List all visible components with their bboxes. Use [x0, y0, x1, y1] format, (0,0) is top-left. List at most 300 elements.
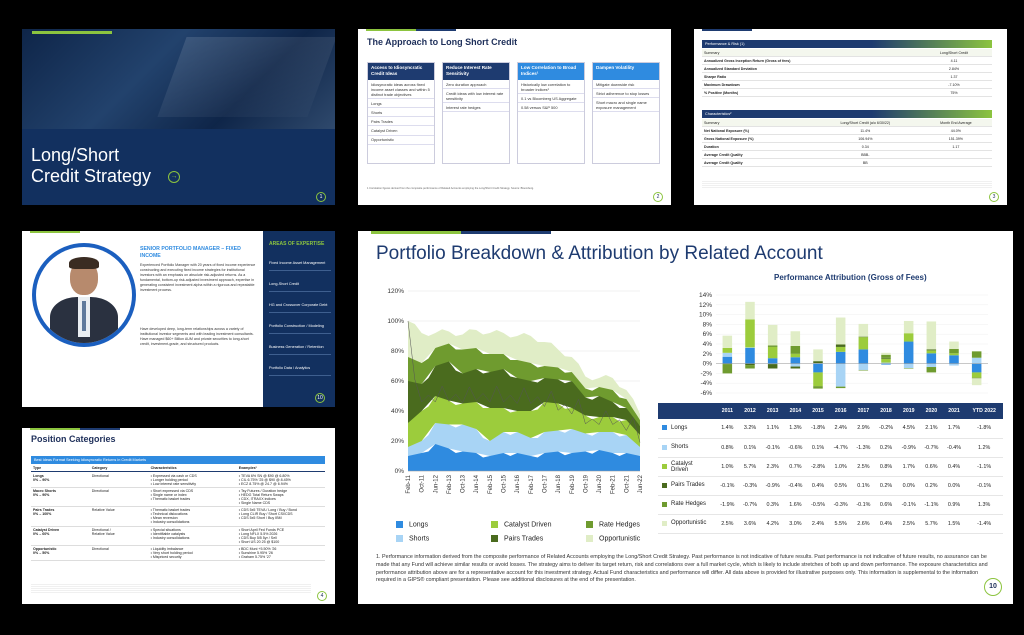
attr-cell: 1.3%	[784, 419, 807, 438]
bar-segment-opportunistic	[972, 378, 982, 385]
attr-cell: -2.8%	[807, 457, 830, 476]
attr-year-header: 2018	[875, 403, 898, 419]
y-tick-label: 12%	[698, 301, 712, 309]
bar-segment-pairs-trades	[791, 367, 801, 369]
attr-cell: -1.8%	[807, 419, 830, 438]
role-title: SENIOR PORTFOLIO MANAGER – FIXED INCOME	[140, 246, 241, 259]
attr-row	[658, 514, 1003, 533]
bar-segment-catalyst-driven	[836, 347, 846, 352]
slide6-title: Portfolio Breakdown & Attribution by Related Account	[376, 243, 823, 264]
attr-cell: 0.7%	[784, 457, 807, 476]
slide2-title: The Approach to Long Short Credit	[367, 37, 518, 47]
attr-cell: 2.5%	[852, 457, 875, 476]
attr-row-name: Longs	[671, 424, 688, 431]
attr-year-header: 2017	[852, 403, 875, 419]
approach-column	[592, 62, 660, 164]
bar-segment-opportunistic	[723, 336, 733, 348]
perf-header: Performance & Risk (1)	[705, 42, 745, 46]
perf-row	[702, 57, 992, 65]
bar-segment-opportunistic	[813, 349, 823, 361]
char-cell: 151.39%	[920, 135, 992, 143]
y-tick-label: 4%	[702, 341, 712, 348]
attr-cell: 2.5%	[897, 514, 920, 533]
bar-segment-catalyst-driven	[745, 320, 755, 348]
bar-segment-opportunistic	[745, 302, 755, 320]
hero-highlight	[157, 37, 335, 117]
attr-swatch	[662, 464, 667, 469]
expertise-item: Portfolio Data / Analytics	[269, 366, 331, 376]
char-header: Characteristics²	[705, 112, 732, 116]
bar-segment-longs	[768, 358, 778, 363]
char-header-bar	[702, 110, 992, 118]
x-tick-label: Oct-13	[460, 475, 467, 494]
attr-row	[658, 438, 1003, 457]
approach-item: Opportunistic	[368, 136, 434, 145]
attr-cell: 0.3%	[761, 495, 784, 514]
perf-metric: Annualized Gross Inception Return (Gross of fees)	[702, 57, 916, 65]
pc-cell: Pairs Trades 0% – 100%	[31, 507, 90, 526]
char-row	[702, 135, 992, 143]
page-number: 10	[984, 578, 1002, 596]
bar-segment-rate-hedges	[949, 349, 959, 353]
attr-cell: 2.4%	[807, 514, 830, 533]
attr-cell: 1.3%	[965, 495, 1003, 514]
perf-value: 1.37	[916, 73, 992, 81]
attr-row-label	[658, 514, 716, 533]
pc-col-header: Type	[31, 465, 90, 472]
pc-col-header: Characteristics	[149, 465, 237, 472]
attr-cell: 0.4%	[875, 514, 898, 533]
attr-row-label	[658, 476, 716, 495]
accent-line	[80, 428, 120, 430]
disclosure-text	[31, 584, 311, 593]
bar-segment-longs	[791, 357, 801, 363]
attr-cell: -0.4%	[784, 476, 807, 495]
bar-segment-rate-hedges	[745, 365, 755, 368]
accent-line	[416, 29, 456, 31]
bar-segment-pairs-trades	[881, 358, 891, 359]
bar-segment-shorts	[949, 364, 959, 366]
expertise-item: Portfolio Construction / Modeling	[269, 324, 331, 334]
attr-row-label	[658, 419, 716, 438]
pc-cell: • Expressed via cash or CDS • Longer holding period • Low interest rate sensitivity	[149, 472, 237, 487]
accent-line	[32, 31, 112, 34]
attr-cell: 0.9%	[943, 495, 966, 514]
attr-cell: 2.4%	[829, 419, 852, 438]
attr-cell: -0.6%	[784, 438, 807, 457]
slide1-title-line2: Credit Strategy	[31, 166, 152, 186]
attr-year-header: 2012	[739, 403, 762, 419]
attr-cell: 1.5%	[943, 514, 966, 533]
pc-cell: Directional	[90, 472, 149, 487]
bar-segment-catalyst-driven	[881, 359, 891, 363]
attr-cell: 0.1%	[739, 438, 762, 457]
y-tick-label: 10%	[698, 311, 712, 319]
page-number: 2	[653, 192, 663, 202]
y-tick-label: 120%	[387, 288, 404, 295]
bar-segment-pairs-trades	[859, 337, 869, 338]
attr-row	[658, 476, 1003, 495]
bio-paragraph-1: Experienced Portfolio Manager with 20 years of fixed income experience constructing and executing fixed income strategies for institutional investors with an emphasis on absolute risk-adjusted returns. As a fundamental, bottom-up risk-adjusted investment approach, expertise in generating consistent investment alpha within a rigorous and repeatable investment process.	[140, 263, 256, 293]
attr-swatch	[662, 521, 667, 526]
legend-item	[586, 535, 640, 542]
pc-col-header: Examples¹	[237, 465, 325, 472]
attr-cell: -0.3%	[739, 476, 762, 495]
approach-item: Mitigate downside risk	[593, 80, 659, 89]
x-tick-label: Jun-14	[474, 475, 481, 494]
attr-cell: 2.5%	[716, 514, 739, 533]
legend-swatch	[491, 521, 498, 528]
bar-segment-rate-hedges	[836, 387, 846, 388]
arrow-right-icon[interactable]: →	[168, 171, 180, 183]
approach-item: Interest rate hedges	[443, 103, 509, 112]
legend-item	[586, 521, 640, 528]
approach-item: Short macro and single name exposure management	[593, 98, 659, 112]
char-cell: BBB-	[811, 151, 920, 159]
bio-paragraph-2: Have developed deep, long-term relationships across a variety of institutional investor segments and with leading investment consultants. Have managed $60+ Billion AUM and private securities to long-short credit, investment-grade, and structured products.	[140, 327, 254, 347]
char-col-header: Summary	[702, 119, 811, 127]
slide6-footnote: 1. Performance information derived from the composite performance of Related Accounts employing the Long/Short Credit Strategy. Past performance is not indicative of future results. Past performance is not indicative of future results, no assurance can be made that any Fund will achieve similar results or avoid losses. The strategy aims to deliver its target return, risk and correlations over a full market cycle, which is likely to include stretches of both up and down performance. The exposure characteristics and performance attribution above are for a representative account for this investment strategy. Actual Fund characteristics and performance will differ. All data above is provided for illustrative purposes only. This information is supplemental to the information required in a GIPS® compliant presentation. Please see additional disclosures at the end of the presentation.	[376, 554, 988, 584]
x-tick-label: Oct-17	[542, 475, 549, 494]
attr-year-header: 2011	[716, 403, 739, 419]
attr-cell: -1.4%	[965, 514, 1003, 533]
attr-cell: 1.4%	[716, 419, 739, 438]
approach-item: Zero duration approach	[443, 80, 509, 89]
attr-cell: 1.1%	[761, 419, 784, 438]
attr-cell: 5.7%	[739, 457, 762, 476]
page-number: 1	[316, 192, 326, 202]
x-tick-label: Feb-19	[569, 475, 576, 495]
perf-value: 2.84%	[916, 65, 992, 73]
legend-item	[396, 521, 428, 528]
legend-swatch	[586, 535, 593, 542]
legend-label: Opportunistic	[599, 535, 641, 543]
attr-cell: 0.8%	[875, 457, 898, 476]
perf-value: 75%	[916, 89, 992, 97]
portfolio-area-chart	[378, 283, 648, 513]
approach-item: Credit ideas with low interest rate sensitivity	[443, 89, 509, 103]
char-col-header: Long/Short Credit (a/o 6/30/22)	[811, 119, 920, 127]
legend-item	[491, 535, 543, 542]
attr-cell: -0.1%	[897, 495, 920, 514]
attr-cell: 2.3%	[761, 457, 784, 476]
approach-item: Pairs Trades	[368, 117, 434, 126]
x-tick-label: Jun-18	[556, 475, 563, 494]
attr-cell: -0.9%	[761, 476, 784, 495]
x-tick-label: Oct-11	[419, 475, 426, 493]
attr-row-name: Shorts	[671, 444, 689, 451]
attr-swatch	[662, 483, 667, 488]
attr-cell: 4.5%	[897, 419, 920, 438]
attr-cell: -4.7%	[829, 438, 852, 457]
char-cell: 106.94%	[811, 135, 920, 143]
y-tick-label: 100%	[387, 318, 404, 325]
x-tick-label: Jun-12	[433, 475, 440, 494]
perf-metric: % Positive (Months)	[702, 89, 916, 97]
y-tick-label: 40%	[390, 408, 404, 415]
bar-segment-longs	[904, 342, 914, 364]
char-cell	[920, 159, 992, 167]
expertise-title: AREAS OF EXPERTISE	[269, 241, 325, 247]
attr-year-header: 2020	[920, 403, 943, 419]
attr-swatch	[662, 425, 667, 430]
x-tick-label: Feb-15	[487, 475, 494, 495]
expertise-item: Business Generation / Retention	[269, 345, 331, 355]
bar-segment-rate-hedges	[723, 364, 733, 373]
banner	[31, 456, 325, 464]
attr-cell: -0.1%	[852, 495, 875, 514]
perf-row	[702, 73, 992, 81]
attr-cell: 0.4%	[943, 457, 966, 476]
bar-segment-catalyst-driven	[723, 348, 733, 353]
attr-cell: -1.1%	[920, 495, 943, 514]
attr-cell: 1.6%	[784, 495, 807, 514]
pc-cell: Directional	[90, 487, 149, 506]
x-tick-label: Oct-15	[501, 475, 508, 494]
legend-item	[396, 535, 429, 542]
attr-cell: 5.7%	[920, 514, 943, 533]
bar-segment-longs	[927, 353, 937, 363]
bar-segment-catalyst-driven	[859, 337, 869, 349]
bar-segment-catalyst-driven	[904, 333, 914, 341]
bar-segment-rate-hedges	[904, 368, 914, 369]
attr-cell: 3.6%	[739, 514, 762, 533]
expertise-item: Long-Short Credit	[269, 282, 331, 292]
attr-col-header-blank	[658, 403, 716, 419]
bar-segment-longs	[836, 352, 846, 364]
bar-segment-rate-hedges	[791, 346, 801, 354]
slide-portfolio-breakdown	[358, 231, 1013, 604]
attr-cell: -0.1%	[716, 476, 739, 495]
attribution-bar-chart	[688, 287, 998, 402]
page-number: 10	[315, 393, 325, 403]
attr-cell: -1.3%	[852, 438, 875, 457]
area-legend	[396, 521, 686, 549]
pc-row	[31, 545, 325, 560]
y-tick-label: 0%	[702, 360, 712, 368]
attr-cell: -0.4%	[943, 438, 966, 457]
slide5-title: Position Categories	[31, 434, 116, 444]
approach-item: 0.58 versus S&P 500	[518, 103, 584, 112]
char-cell: Average Credit Quality	[702, 159, 811, 167]
pc-cell: • Tsy Futures / Duration hedge • HEDG Total Return Swaps • CDX, ITRAXX indices • Single Name CDS	[237, 487, 325, 506]
bar-segment-shorts	[972, 358, 982, 364]
attr-cell: 5.5%	[829, 514, 852, 533]
approach-column-header: Access to Idiosyncratic Credit Ideas	[368, 63, 434, 80]
attr-row-name: Opportunistic	[671, 520, 707, 527]
bar-segment-shorts	[791, 364, 801, 367]
pc-cell: • Short April Fed Funds PCE • Long NFLX 5.5% 2026 • CDS Buy 5/5 5yr / Sell • Short US 20 25 @ $100	[237, 526, 325, 545]
attr-row-name: Rate Hedges	[671, 501, 707, 508]
legend-swatch	[586, 521, 593, 528]
summary-label: Summary	[702, 49, 916, 57]
perf-value: 4.11	[916, 57, 992, 65]
perf-summary-table	[702, 49, 992, 97]
attr-row-name: Catalyst Driven	[671, 460, 693, 473]
slide1-title-line1: Long/Short	[31, 145, 120, 165]
attr-cell: 0.8%	[716, 438, 739, 457]
bar-segment-opportunistic	[859, 324, 869, 337]
attr-row	[658, 419, 1003, 438]
y-tick-label: 60%	[390, 378, 404, 385]
pc-cell: • CDS 5x5 TEVA / Long / Buy / Bond • Long CLIR Buy / Short CSI/CDS • CDS 5x5 Short / Buy IBM	[237, 507, 325, 526]
bar-segment-pairs-trades	[972, 378, 982, 379]
pc-cell: • Short expressed via CDS • Single name or index • Thematic basket trades	[149, 487, 237, 506]
bar-segment-shorts	[927, 364, 937, 367]
attr-cell: 1.2%	[965, 438, 1003, 457]
x-tick-label: Jun-16	[515, 475, 522, 494]
bar-segment-opportunistic	[904, 321, 914, 333]
y-tick-label: -6%	[700, 390, 712, 397]
bar-segment-catalyst-driven	[813, 372, 823, 386]
legend-label: Rate Hedges	[599, 521, 640, 529]
perf-metric: Annualized Standard Deviation	[702, 65, 916, 73]
legend-label: Shorts	[409, 535, 430, 543]
attr-year-header: 2016	[829, 403, 852, 419]
char-cell: Duration	[702, 143, 811, 151]
attr-cell: -0.1%	[761, 438, 784, 457]
pc-cell: • BDC Muni +5.50% '26 • Sunshine 5.95% '26 • Graham 5.75% '27	[237, 545, 325, 560]
attr-cell: -0.7%	[920, 438, 943, 457]
pc-cell: Directional	[90, 545, 149, 560]
y-tick-label: 20%	[390, 438, 404, 445]
y-tick-label: 2%	[702, 350, 712, 358]
bar-segment-catalyst-driven	[949, 353, 959, 355]
expertise-panel	[263, 231, 335, 407]
x-tick-label: Oct-19	[583, 475, 590, 494]
bar-segment-longs	[813, 364, 823, 373]
attr-cell: 1.7%	[897, 457, 920, 476]
attr-cell: 0.2%	[875, 476, 898, 495]
legend-label: Catalyst Driven	[504, 521, 552, 529]
bar-segment-catalyst-driven	[768, 347, 778, 358]
char-cell: Gross National Exposure (%)	[702, 135, 811, 143]
pc-row	[31, 526, 325, 545]
x-tick-label: Feb-11	[406, 475, 412, 494]
attr-cell: 2.6%	[852, 514, 875, 533]
bar-segment-longs	[949, 355, 959, 363]
bar-segment-shorts	[745, 347, 755, 348]
bar-segment-rate-hedges	[881, 355, 891, 358]
bar-segment-opportunistic	[836, 318, 846, 345]
approach-item: Idiosyncratic ideas across fixed income asset classes and within 5 distinct trade objectives	[368, 80, 434, 99]
bar-segment-rate-hedges	[768, 345, 778, 346]
approach-item: Catalyst Driven	[368, 126, 434, 135]
x-tick-label: Oct-21	[624, 475, 631, 494]
expertise-item: Fixed Income Asset Management	[269, 261, 331, 271]
perf-row	[702, 81, 992, 89]
attribution-table	[658, 403, 1003, 534]
pc-cell: Longs 0% – 90%	[31, 472, 90, 487]
attr-swatch	[662, 445, 667, 450]
x-tick-label: Jun-20	[597, 475, 604, 494]
attr-cell: 1.7%	[943, 419, 966, 438]
approach-column	[367, 62, 435, 164]
slide-approach	[358, 29, 671, 205]
bar-segment-pairs-trades	[813, 361, 823, 363]
attr-row	[658, 495, 1003, 514]
attr-cell: 0.6%	[920, 457, 943, 476]
attr-cell: 0.1%	[807, 438, 830, 457]
bar-segment-catalyst-driven	[927, 350, 937, 353]
bar-segment-rate-hedges	[972, 351, 982, 357]
y-tick-label: 80%	[390, 348, 404, 355]
attr-cell: -1.1%	[965, 457, 1003, 476]
legend-swatch	[396, 535, 403, 542]
x-tick-label: Feb-17	[528, 475, 535, 495]
bar-segment-shorts	[836, 364, 846, 387]
legend-swatch	[396, 521, 403, 528]
attr-cell: 1.0%	[829, 457, 852, 476]
characteristics-table	[702, 119, 992, 167]
approach-column	[517, 62, 585, 164]
approach-item: Shorts	[368, 108, 434, 117]
summary-col: Long/Short Credit	[916, 49, 992, 57]
attr-cell: 1.0%	[716, 457, 739, 476]
char-cell: Net National Exposure (%)	[702, 127, 811, 135]
attr-title: Performance Attribution (Gross of Fees)	[774, 273, 927, 282]
char-cell: Average Credit Quality	[702, 151, 811, 159]
attr-cell: -0.2%	[875, 419, 898, 438]
y-tick-label: 0%	[394, 468, 404, 475]
bar-segment-opportunistic	[791, 331, 801, 346]
slide2-footnote: 1 Correlation figures derived from the composite performance of Related Accounts employing the Long/Short Credit Strategy. Source: Bloomberg.	[367, 187, 534, 190]
attr-row-label	[658, 495, 716, 514]
pc-cell: Directional / Relative Value	[90, 526, 149, 545]
perf-metric: Maximum Drawdown	[702, 81, 916, 89]
bar-segment-rate-hedges	[859, 370, 869, 371]
perf-row	[702, 65, 992, 73]
pc-row	[31, 507, 325, 526]
char-row	[702, 143, 992, 151]
attr-cell: -0.9%	[897, 438, 920, 457]
bar-segment-longs	[745, 348, 755, 364]
approach-column	[442, 62, 510, 164]
legend-item	[491, 521, 551, 528]
char-cell	[920, 151, 992, 159]
char-cell: 44.0%	[920, 127, 992, 135]
page-number: 3	[989, 192, 999, 202]
bar-segment-pairs-trades	[836, 344, 846, 346]
attr-cell: 0.4%	[807, 476, 830, 495]
char-row	[702, 151, 992, 159]
attr-cell: 0.2%	[875, 438, 898, 457]
accent-line	[702, 29, 752, 31]
bar-segment-longs	[723, 357, 733, 364]
perf-row	[702, 89, 992, 97]
attr-year-header: 2021	[943, 403, 966, 419]
attr-year-header: 2014	[784, 403, 807, 419]
attr-cell: -1.9%	[716, 495, 739, 514]
accent-line	[366, 29, 416, 31]
attr-cell: 4.2%	[761, 514, 784, 533]
attr-cell: -0.1%	[965, 476, 1003, 495]
bar-segment-shorts	[723, 353, 733, 357]
legend-swatch	[491, 535, 498, 542]
perf-header-bar	[702, 40, 992, 48]
attr-cell: 0.1%	[852, 476, 875, 495]
approach-column-header: Reduce Interest Rate Sensitivity	[443, 63, 509, 80]
bar-segment-pairs-trades	[768, 364, 778, 368]
attr-cell: 0.2%	[920, 476, 943, 495]
pc-cell: • Liquidity imbalance • Very short holding period • Mispriced security	[149, 545, 237, 560]
banner-text: Best Ideas Format Seeking Idiosyncratic Returns in Credit Markets	[34, 458, 147, 462]
attr-row-label	[658, 457, 716, 476]
accent-line	[461, 231, 551, 234]
approach-column-header: Dampen Volatility	[593, 63, 659, 80]
bar-segment-opportunistic	[949, 342, 959, 349]
bar-segment-catalyst-driven	[791, 354, 801, 357]
